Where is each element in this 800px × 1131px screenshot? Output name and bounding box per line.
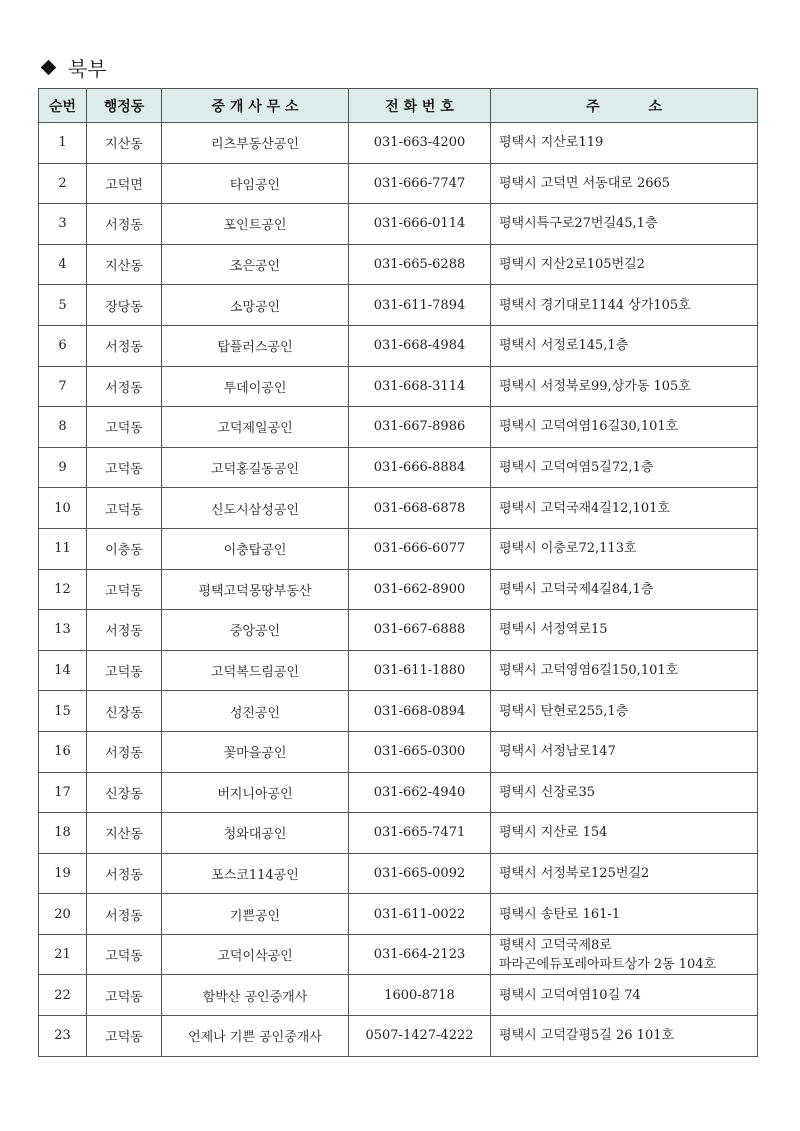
row-number-cell: 6	[39, 325, 87, 366]
header-address: 주 소	[491, 89, 758, 123]
office-name-cell: 소망공인	[162, 285, 349, 326]
table-row	[39, 569, 758, 610]
district-cell: 서정동	[87, 204, 162, 245]
district-cell: 서정동	[87, 894, 162, 935]
address-line: 평택시 서정북로125번길2	[499, 865, 650, 881]
phone-cell: 031-668-4984	[349, 325, 491, 366]
address-cell	[491, 691, 758, 732]
address-cell	[491, 853, 758, 894]
district-cell: 신장동	[87, 772, 162, 813]
address-line: 평택시 경기대로1144 상가105호	[499, 297, 691, 313]
row-number-cell: 16	[39, 731, 87, 772]
address-cell	[491, 285, 758, 326]
row-number-cell: 3	[39, 204, 87, 245]
district-cell: 지산동	[87, 244, 162, 285]
table-header-row	[39, 89, 758, 123]
table-row	[39, 691, 758, 732]
office-name-cell: 타임공인	[162, 163, 349, 204]
phone-cell: 031-665-6288	[349, 244, 491, 285]
section-heading	[40, 52, 107, 82]
row-number-cell: 15	[39, 691, 87, 732]
office-name-cell: 기쁜공인	[162, 894, 349, 935]
row-number-cell: 5	[39, 285, 87, 326]
district-cell: 신장동	[87, 691, 162, 732]
phone-cell: 031-666-6077	[349, 528, 491, 569]
phone-cell: 0507-1427-4222	[349, 1016, 491, 1057]
phone-cell: 031-663-4200	[349, 123, 491, 164]
address-cell	[491, 163, 758, 204]
address-line: 평택시 이충로72,113호	[499, 541, 637, 557]
address-line: 평택시 고덕면 서동대로 2665	[499, 175, 671, 191]
office-name-cell: 이충탑공인	[162, 528, 349, 569]
address-cell	[491, 407, 758, 448]
address-line: 평택시 지산로 154	[499, 825, 608, 841]
table-row	[39, 813, 758, 854]
address-cell	[491, 650, 758, 691]
header-no: 순번	[39, 89, 87, 123]
address-line: 평택시 신장로35	[499, 784, 596, 800]
row-number-cell: 17	[39, 772, 87, 813]
phone-cell: 031-665-7471	[349, 813, 491, 854]
phone-cell: 031-665-0092	[349, 853, 491, 894]
address-cell	[491, 325, 758, 366]
table-row	[39, 650, 758, 691]
phone-cell: 031-611-7894	[349, 285, 491, 326]
office-name-cell: 투데이공인	[162, 366, 349, 407]
phone-cell: 031-666-0114	[349, 204, 491, 245]
office-name-cell: 고덕복드림공인	[162, 650, 349, 691]
address-line: 평택시 고덕갈평5길 26 101호	[499, 1028, 675, 1044]
office-name-cell: 신도시삼성공인	[162, 488, 349, 529]
table-row	[39, 325, 758, 366]
address-cell	[491, 975, 758, 1016]
office-name-cell: 고덕이삭공인	[162, 934, 349, 975]
district-cell: 이충동	[87, 528, 162, 569]
phone-cell: 031-664-2123	[349, 934, 491, 975]
header-office: 중 개 사 무 소	[162, 89, 349, 123]
row-number-cell: 7	[39, 366, 87, 407]
table-row	[39, 285, 758, 326]
district-cell: 지산동	[87, 123, 162, 164]
table-row	[39, 366, 758, 407]
office-name-cell: 평택고덕몽땅부동산	[162, 569, 349, 610]
row-number-cell: 9	[39, 447, 87, 488]
office-name-cell: 고덕홍길동공인	[162, 447, 349, 488]
phone-cell: 031-667-8986	[349, 407, 491, 448]
address-line: 평택시 탄현로255,1층	[499, 703, 629, 719]
phone-cell: 031-662-4940	[349, 772, 491, 813]
table-row	[39, 447, 758, 488]
broker-office-table	[38, 88, 758, 1057]
address-cell	[491, 1016, 758, 1057]
address-cell	[491, 123, 758, 164]
address-line: 평택시 고덕국제4길84,1층	[499, 581, 654, 597]
row-number-cell: 11	[39, 528, 87, 569]
table-row	[39, 610, 758, 651]
phone-cell: 031-662-8900	[349, 569, 491, 610]
table-row	[39, 204, 758, 245]
address-line: 평택시 고덕국재4길12,101호	[499, 500, 670, 516]
table-row	[39, 934, 758, 975]
row-number-cell: 14	[39, 650, 87, 691]
district-cell: 장당동	[87, 285, 162, 326]
row-number-cell: 10	[39, 488, 87, 529]
district-cell: 서정동	[87, 610, 162, 651]
row-number-cell: 2	[39, 163, 87, 204]
address-cell	[491, 934, 758, 975]
address-line: 파라곤에듀포레아파트상가 2동 104호	[499, 956, 717, 972]
district-cell: 고덕동	[87, 569, 162, 610]
diamond-bullet-icon	[41, 59, 57, 75]
address-cell	[491, 772, 758, 813]
address-cell	[491, 894, 758, 935]
district-cell: 고덕동	[87, 650, 162, 691]
table-row	[39, 894, 758, 935]
address-cell	[491, 813, 758, 854]
district-cell: 서정동	[87, 853, 162, 894]
row-number-cell: 1	[39, 123, 87, 164]
district-cell: 고덕동	[87, 407, 162, 448]
table-row	[39, 244, 758, 285]
district-cell: 고덕동	[87, 447, 162, 488]
address-cell	[491, 244, 758, 285]
address-line: 평택시특구로27번길45,1층	[499, 216, 658, 232]
address-line: 평택시 고덕여염5길72,1층	[499, 460, 654, 476]
table-row	[39, 1016, 758, 1057]
address-line: 평택시 고덕영염6길150,101호	[499, 663, 679, 679]
phone-cell: 031-666-7747	[349, 163, 491, 204]
district-cell: 지산동	[87, 813, 162, 854]
address-line: 평택시 송탄로 161-1	[499, 906, 621, 922]
district-cell: 고덕동	[87, 975, 162, 1016]
office-name-cell: 포스코114공인	[162, 853, 349, 894]
table-row	[39, 407, 758, 448]
address-line: 평택시 고덕국제8로	[499, 937, 612, 953]
address-cell	[491, 569, 758, 610]
header-district: 행정동	[87, 89, 162, 123]
table-row	[39, 163, 758, 204]
table-row	[39, 123, 758, 164]
office-name-cell: 탑플러스공인	[162, 325, 349, 366]
office-name-cell: 포인트공인	[162, 204, 349, 245]
header-phone: 전 화 번 호	[349, 89, 491, 123]
district-cell: 서정동	[87, 366, 162, 407]
row-number-cell: 20	[39, 894, 87, 935]
row-number-cell: 22	[39, 975, 87, 1016]
district-cell: 고덕동	[87, 488, 162, 529]
district-cell: 서정동	[87, 325, 162, 366]
row-number-cell: 8	[39, 407, 87, 448]
phone-cell: 031-666-8884	[349, 447, 491, 488]
phone-cell: 031-665-0300	[349, 731, 491, 772]
office-name-cell: 함박산 공인중개사	[162, 975, 349, 1016]
address-cell	[491, 488, 758, 529]
table-row	[39, 731, 758, 772]
office-name-cell: 청와대공인	[162, 813, 349, 854]
phone-cell: 031-668-6878	[349, 488, 491, 529]
table-row	[39, 528, 758, 569]
address-line: 평택시 서정로145,1층	[499, 338, 629, 354]
address-line: 평택시 서정역로15	[499, 622, 608, 638]
table-row	[39, 772, 758, 813]
phone-cell: 031-667-6888	[349, 610, 491, 651]
office-name-cell: 중앙공인	[162, 610, 349, 651]
district-cell: 고덕동	[87, 934, 162, 975]
phone-cell: 031-611-1880	[349, 650, 491, 691]
row-number-cell: 4	[39, 244, 87, 285]
table-row	[39, 488, 758, 529]
office-name-cell: 조은공인	[162, 244, 349, 285]
district-cell: 서정동	[87, 731, 162, 772]
address-line: 평택시 고덕여염10길 74	[499, 987, 641, 1003]
address-line: 평택시 서정북로99,상가동 105호	[499, 378, 691, 394]
table-row	[39, 853, 758, 894]
address-cell	[491, 731, 758, 772]
address-cell	[491, 610, 758, 651]
office-name-cell: 버지니아공인	[162, 772, 349, 813]
address-cell	[491, 447, 758, 488]
phone-cell: 031-668-0894	[349, 691, 491, 732]
address-cell	[491, 204, 758, 245]
phone-cell: 031-611-0022	[349, 894, 491, 935]
address-line: 평택시 지산2로105번길2	[499, 257, 645, 273]
phone-cell: 1600-8718	[349, 975, 491, 1016]
office-name-cell: 고덕제일공인	[162, 407, 349, 448]
district-cell: 고덕면	[87, 163, 162, 204]
address-line: 평택시 고덕여염16길30,101호	[499, 419, 679, 435]
address-line: 평택시 지산로119	[499, 135, 604, 151]
office-name-cell: 꽃마을공인	[162, 731, 349, 772]
row-number-cell: 21	[39, 934, 87, 975]
row-number-cell: 13	[39, 610, 87, 651]
section-title: 북부	[68, 56, 107, 81]
phone-cell: 031-668-3114	[349, 366, 491, 407]
district-cell: 고덕동	[87, 1016, 162, 1057]
table-body	[39, 123, 758, 1057]
office-name-cell: 리츠부동산공인	[162, 123, 349, 164]
address-cell	[491, 366, 758, 407]
address-cell	[491, 528, 758, 569]
row-number-cell: 12	[39, 569, 87, 610]
address-line: 평택시 서정남로147	[499, 744, 616, 760]
office-name-cell: 언제나 기쁜 공인중개사	[162, 1016, 349, 1057]
row-number-cell: 18	[39, 813, 87, 854]
row-number-cell: 23	[39, 1016, 87, 1057]
table-row	[39, 975, 758, 1016]
row-number-cell: 19	[39, 853, 87, 894]
office-name-cell: 성진공인	[162, 691, 349, 732]
